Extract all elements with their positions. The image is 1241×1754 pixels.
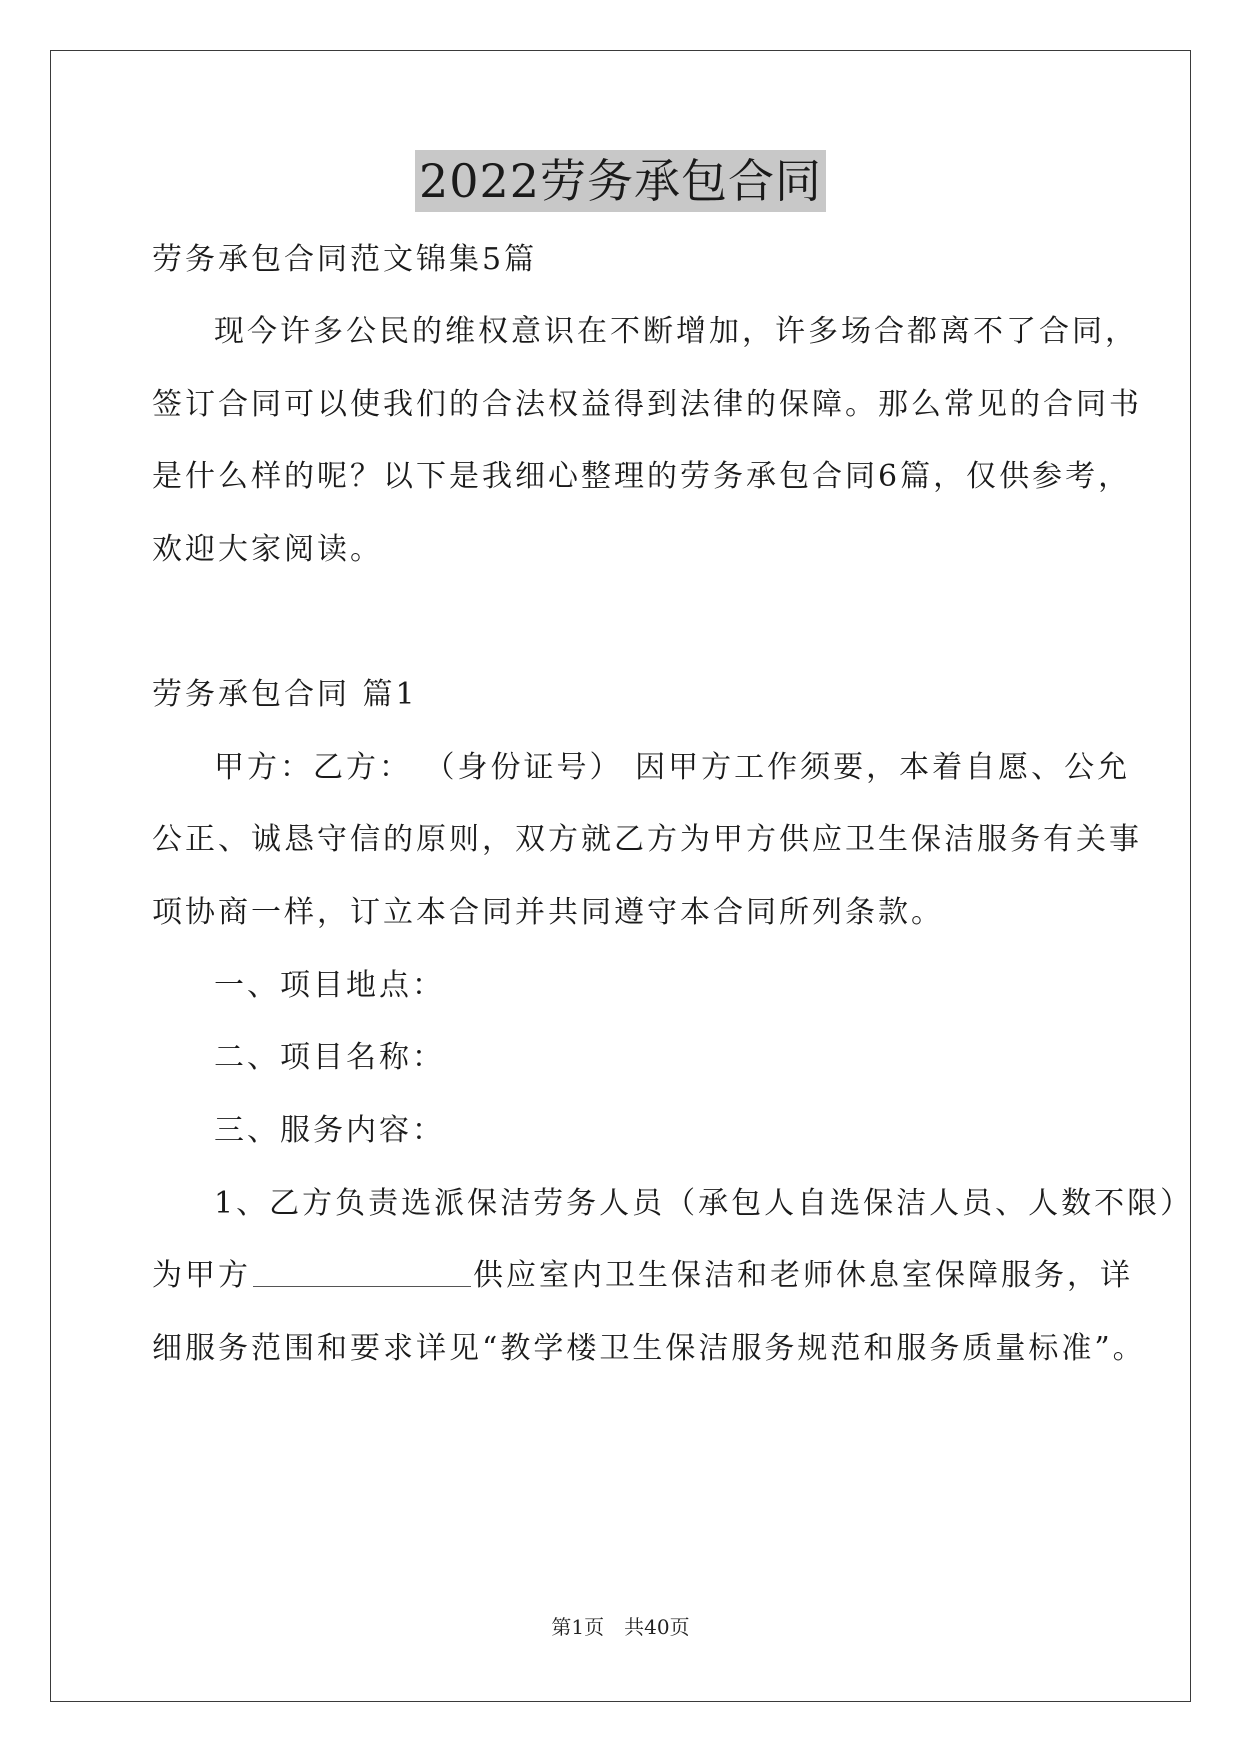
title-container — [0, 150, 1241, 212]
clause1-line-2-suffix: 供应室内卫生保洁和老师休息室保障服务，详 — [473, 1258, 1133, 1293]
intro-line-4: 欢迎大家阅读。 — [152, 532, 383, 567]
intro-line-3: 是什么样的呢？以下是我细心整理的劳务承包合同6篇，仅供参考， — [152, 459, 1132, 494]
clause1-line-2-prefix: 为甲方 — [152, 1258, 251, 1293]
clause1-line-3: 细服务范围和要求详见“教学楼卫生保洁服务规范和服务质量标准”。 — [152, 1331, 1146, 1366]
party-line-2: 公正、诚恳守信的原则，双方就乙方为甲方供应卫生保洁服务有关事 — [152, 822, 1142, 857]
page-border — [50, 50, 1194, 1702]
clause1-line-2 — [152, 1256, 1133, 1296]
item-service: 三、服务内容： — [214, 1113, 445, 1148]
section-heading: 劳务承包合同 篇1 — [152, 677, 418, 712]
document-title: 2022劳务承包合同 — [415, 150, 826, 212]
intro-line-2: 签订合同可以使我们的合法权益得到法律的保障。那么常见的合同书 — [152, 387, 1142, 422]
intro-line-1: 现今许多公民的维权意识在不断增加，许多场合都离不了合同， — [214, 314, 1138, 349]
party-line-1: 甲方：乙方： （身份证号） 因甲方工作须要，本着自愿、公允 — [214, 750, 1131, 785]
item-name: 二、项目名称： — [214, 1040, 445, 1075]
clause1-line-1: 1、乙方负责选派保洁劳务人员（承包人自选保洁人员、人数不限） — [214, 1186, 1194, 1221]
fill-in-blank — [253, 1256, 471, 1287]
document-subtitle: 劳务承包合同范文锦集5篇 — [152, 242, 538, 277]
item-location: 一、项目地点： — [214, 968, 445, 1003]
party-line-3: 项协商一样，订立本合同并共同遵守本合同所列条款。 — [152, 895, 944, 930]
page-number-footer: 第1页 共40页 — [551, 1615, 690, 1639]
